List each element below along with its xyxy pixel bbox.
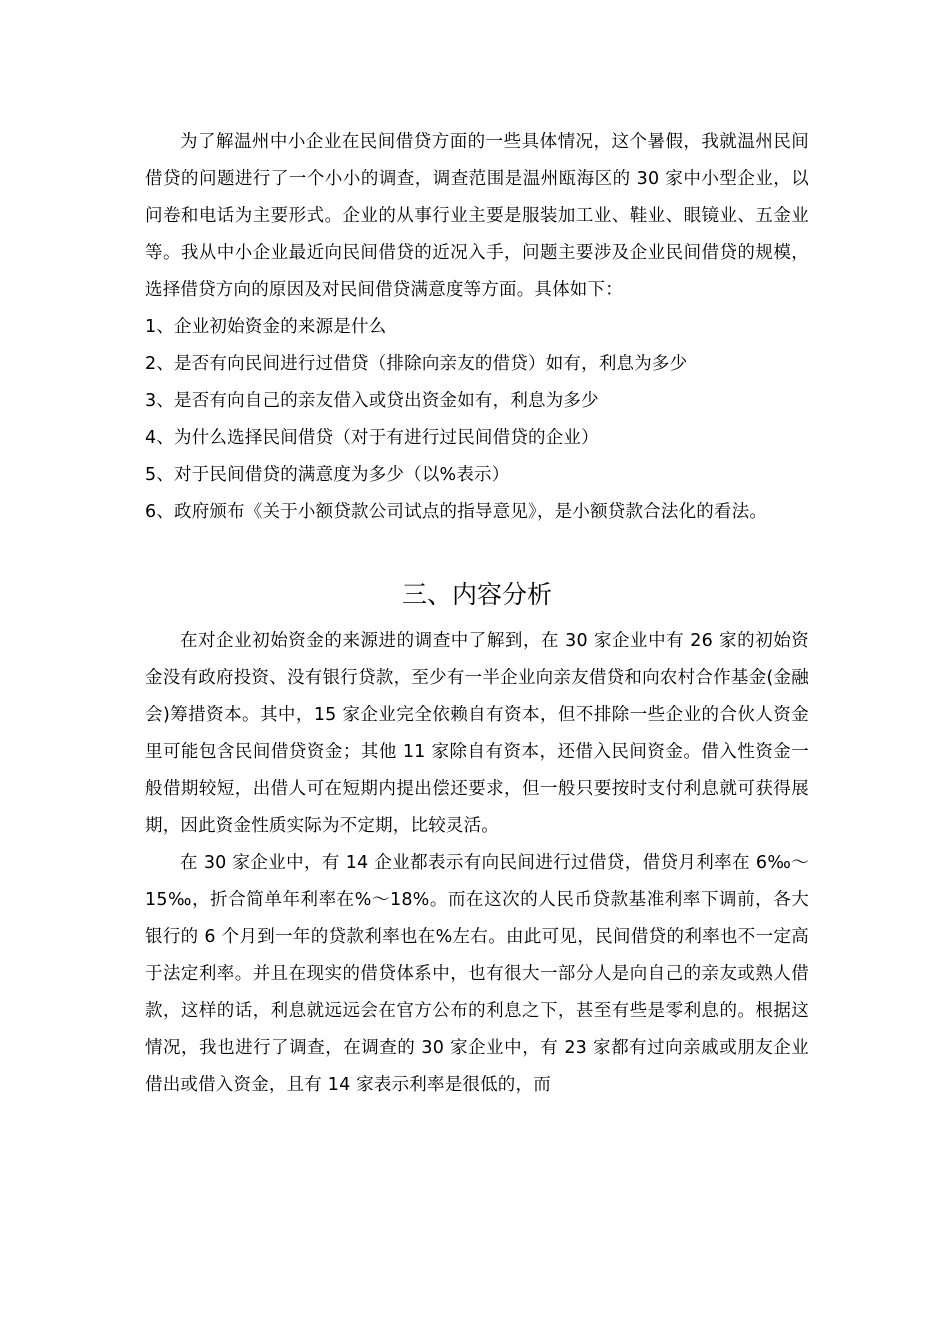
survey-question-4: 4、为什么选择民间借贷（对于有进行过民间借贷的企业）	[145, 428, 599, 448]
survey-question-2: 2、是否有向民间进行过借贷（排除向亲友的借贷）如有，利息为多少	[145, 354, 688, 374]
document-page	[145, 124, 809, 1104]
analysis-paragraph-2: 在 30 家企业中，有 14 企业都表示有向民间进行过借贷，借贷月利率在 6‰～15‰，折合简单年利率在%～18%。而在这次的人民币贷款基准利率下调前，各大银行的 6 个月到一年的贷款利率也在%左右。由此可见，民间借贷的利率也不一定高于法定利率。并且在现实的借贷体系中，也有很大一部分人是向自己的亲友或熟人借款，这样的话，利息就远远会在官方公布的利息之下，甚至有些是零利息的。根据这情况，我也进行了调查，在调查的 30 家企业中，有 23 家都有过向亲戚或朋友企业借出或借入资金，且有 14 家表示利率是很低的，而	[145, 853, 809, 1095]
section-title: 三、内容分析	[401, 580, 552, 609]
intro-paragraph: 为了解温州中小企业在民间借贷方面的一些具体情况，这个暑假，我就温州民间借贷的问题进行了一个小小的调查，调查范围是温州瓯海区的 30 家中小型企业，以问卷和电话为主要形式。企业的从事行业主要是服装加工业、鞋业、眼镜业、五金业等。我从中小企业最近向民间借贷的近况入手，问题主要涉及企业民间借贷的规模，选择借贷方向的原因及对民间借贷满意度等方面。具体如下：	[145, 132, 809, 300]
survey-question-1: 1、企业初始资金的来源是什么	[145, 317, 387, 337]
survey-question-6: 6、政府颁布《关于小额贷款公司试点的指导意见》，是小额贷款合法化的看法。	[145, 502, 768, 522]
survey-question-3: 3、是否有向自己的亲友借入或贷出资金如有，利息为多少	[145, 391, 599, 411]
survey-question-5: 5、对于民间借贷的满意度为多少（以%表示）	[145, 465, 510, 485]
survey-question-list	[145, 309, 809, 531]
analysis-paragraph-1: 在对企业初始资金的来源进的调查中了解到，在 30 家企业中有 26 家的初始资金没有政府投资、没有银行贷款，至少有一半企业向亲友借贷和向农村合作基金(金融会)筹措资本。其中，15 家企业完全依赖自有资本，但不排除一些企业的合伙人资金里可能包含民间借贷资金；其他 11 家除自有资本，还借入民间资金。借入性资金一般借期较短，出借人可在短期内提出偿还要求，但一般只要按时支付利息就可获得展期，因此资金性质实际为不定期，比较灵活。	[145, 631, 809, 836]
